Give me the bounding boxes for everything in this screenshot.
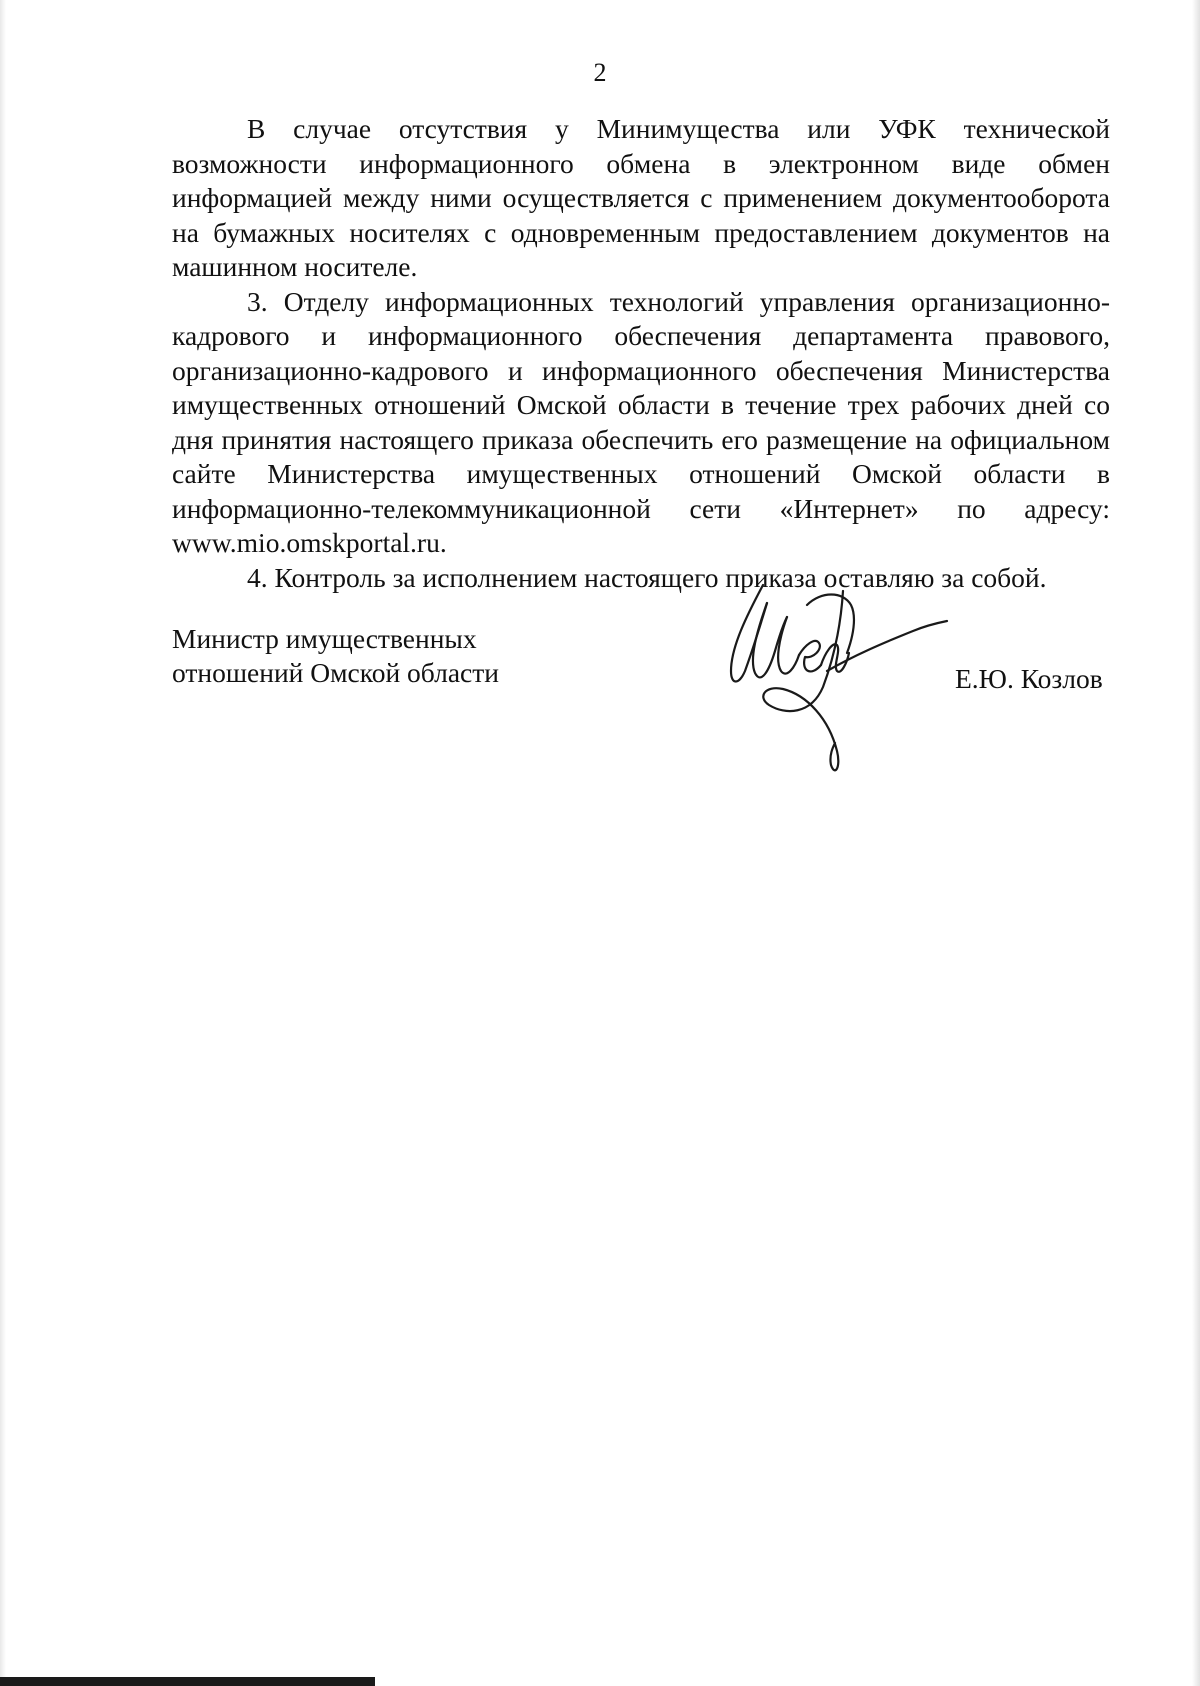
paragraph-item-3-publication: 3. Отделу информационных технологий управления организационно-кадрового и информационного обеспечения департамента правового, организационно-кадрового и информационного обеспечения Министерства имущественных отношений Омской области в течение трех рабочих дней со дня принятия настоящего приказа обеспечить его размещение на официальном сайте Министерства имущественных отношений Омской области в информационно-телекоммуникационной сети «Интернет» по адресу: www.mio.omskportal.ru. xyxy=(172,285,1110,558)
signatory-position-line-2: отношений Омской области xyxy=(172,657,499,688)
paragraph-no-technical-capability: В случае отсутствия у Минимущества или УФК технической возможности информационного обмена в электронном виде обмен информацией между ними осуществляется с применением документооборота на бумажных носителях с одновременным предоставлением документов на машинном носителе. xyxy=(172,113,1110,282)
paragraph-item-4-control: 4. Контроль за исполнением настоящего приказа оставляю за собой. xyxy=(247,561,1047,593)
page-number: 2 xyxy=(593,58,607,87)
scan-edge-left xyxy=(0,0,6,1686)
scan-edge-right xyxy=(1192,0,1200,1686)
scan-bottom-edge xyxy=(0,1677,375,1686)
signatory-position xyxy=(172,622,692,690)
signatory-name: Е.Ю. Козлов xyxy=(955,663,1103,694)
handwritten-signature xyxy=(725,575,965,815)
signatory-position-line-1: Министр имущественных xyxy=(172,623,477,654)
document-body xyxy=(172,112,1110,595)
